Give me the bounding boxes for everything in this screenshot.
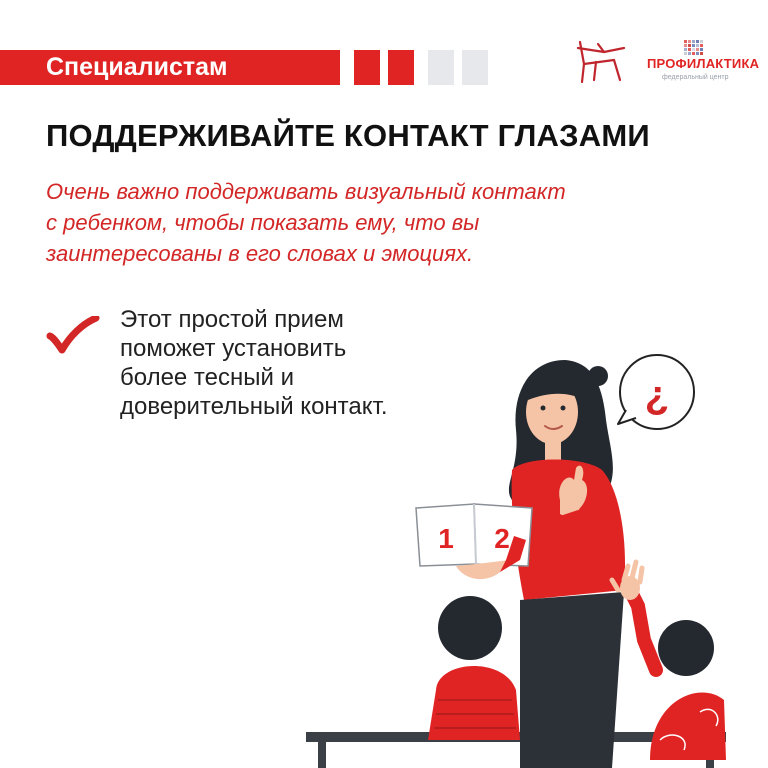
question-bubble-icon — [618, 355, 694, 429]
decor-square-1 — [354, 50, 380, 85]
decor-square-2 — [388, 50, 414, 85]
chair-logo-icon — [574, 38, 630, 84]
lead-paragraph — [46, 176, 726, 269]
page-title: ПОДДЕРЖИВАЙТЕ КОНТАКТ ГЛАЗАМИ — [46, 118, 650, 153]
tip-line: поможет установить — [120, 335, 347, 362]
tip-line: более тесный и — [120, 364, 294, 391]
brand-name: ПРОФИЛАКТИКА — [647, 56, 760, 71]
decor-square-4 — [462, 50, 488, 85]
teacher-children-illustration — [300, 340, 768, 768]
grid-logo-icon — [684, 40, 712, 56]
lead-line: с ребенком, чтобы показать ему, что вы — [46, 210, 480, 235]
lead-line: Очень важно поддерживать визуальный контакт — [46, 179, 566, 204]
tip-line: доверительный контакт. — [120, 393, 388, 420]
tip-line: Этот простой прием — [120, 306, 344, 333]
book-left-number: 1 — [438, 523, 454, 554]
brand-subtitle: федеральный центр — [662, 74, 729, 81]
checkmark-icon — [46, 316, 100, 356]
category-label: Специалистам — [46, 53, 228, 81]
book-right-number: 2 — [494, 523, 510, 554]
lead-line: заинтересованы в его словах и эмоциях. — [46, 241, 474, 266]
bubble-symbol: ¿ — [644, 373, 670, 417]
decor-square-3 — [428, 50, 454, 85]
